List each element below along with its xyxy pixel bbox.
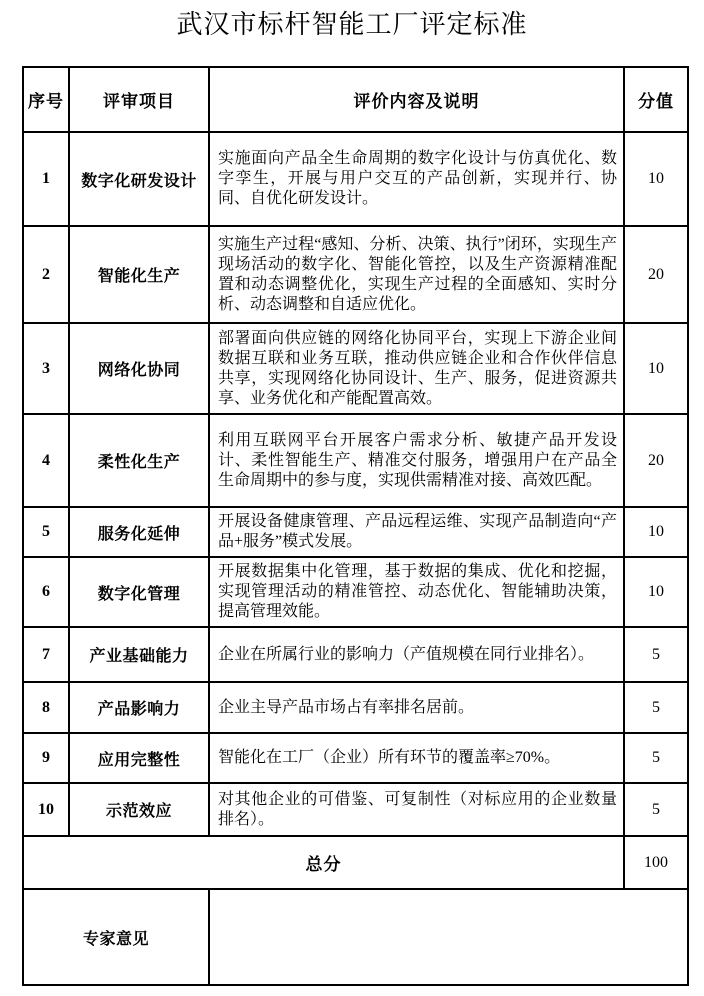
row-content: 部署面向供应链的网络化协同平台，实现上下游企业间数据互联和业务互联，推动供应链企业和合作伙伴信息共享，实现网络化协同设计、生产、服务，促进资源共享、业务优化和产能配置高效。	[209, 323, 624, 414]
row-score: 5	[624, 682, 688, 733]
table-row	[23, 507, 688, 557]
header-no: 序号	[23, 67, 69, 132]
row-content: 开展设备健康管理、产品远程运维、实现产品制造向“产品+服务”模式发展。	[209, 507, 624, 557]
row-score: 20	[624, 226, 688, 323]
total-row	[23, 836, 688, 889]
row-item: 柔性化生产	[69, 414, 209, 507]
row-score: 10	[624, 132, 688, 226]
row-item: 服务化延伸	[69, 507, 209, 557]
row-no: 6	[23, 557, 69, 627]
row-score: 5	[624, 627, 688, 682]
row-item: 数字化研发设计	[69, 132, 209, 226]
table-row	[23, 132, 688, 226]
table-row	[23, 414, 688, 507]
table-header-row	[23, 67, 688, 132]
table-row	[23, 783, 688, 836]
row-no: 10	[23, 783, 69, 836]
row-score: 5	[624, 733, 688, 783]
row-no: 2	[23, 226, 69, 323]
row-item: 数字化管理	[69, 557, 209, 627]
expert-opinion-label: 专家意见	[23, 889, 209, 985]
header-content: 评价内容及说明	[209, 67, 624, 132]
table-row	[23, 323, 688, 414]
row-content: 利用互联网平台开展客户需求分析、敏捷产品开发设计、柔性智能生产、精准交付服务，增强用户在产品全生命周期中的参与度，实现供需精准对接、高效匹配。	[209, 414, 624, 507]
expert-opinion-blank-area	[209, 889, 688, 985]
row-no: 9	[23, 733, 69, 783]
row-content: 开展数据集中化管理，基于数据的集成、优化和挖掘，实现管理活动的精准管控、动态优化、智能辅助决策，提高管理效能。	[209, 557, 624, 627]
row-item: 产品影响力	[69, 682, 209, 733]
row-content: 企业主导产品市场占有率排名居前。	[209, 682, 624, 733]
row-score: 10	[624, 507, 688, 557]
row-item: 智能化生产	[69, 226, 209, 323]
table-row	[23, 682, 688, 733]
row-no: 7	[23, 627, 69, 682]
row-no: 5	[23, 507, 69, 557]
row-no: 8	[23, 682, 69, 733]
total-score: 100	[624, 836, 688, 889]
row-no: 4	[23, 414, 69, 507]
evaluation-criteria-table	[22, 66, 689, 986]
row-no: 3	[23, 323, 69, 414]
row-content: 对其他企业的可借鉴、可复制性（对标应用的企业数量排名）。	[209, 783, 624, 836]
header-score: 分值	[624, 67, 688, 132]
table-row	[23, 226, 688, 323]
row-item: 产业基础能力	[69, 627, 209, 682]
expert-opinion-row	[23, 889, 688, 985]
row-score: 10	[624, 323, 688, 414]
row-score: 10	[624, 557, 688, 627]
row-item: 网络化协同	[69, 323, 209, 414]
table-row	[23, 627, 688, 682]
row-content: 实施生产过程“感知、分析、决策、执行”闭环，实现生产现场活动的数字化、智能化管控，以及生产资源精准配置和动态调整优化，实现生产过程的全面感知、实时分析、动态调整和自适应优化。	[209, 226, 624, 323]
row-content: 智能化在工厂（企业）所有环节的覆盖率≥70%。	[209, 733, 624, 783]
row-content: 企业在所属行业的影响力（产值规模在同行业排名）。	[209, 627, 624, 682]
total-label: 总分	[23, 836, 624, 889]
table-row	[23, 733, 688, 783]
row-content: 实施面向产品全生命周期的数字化设计与仿真优化、数字孪生，开展与用户交互的产品创新，实现并行、协同、自优化研发设计。	[209, 132, 624, 226]
row-item: 应用完整性	[69, 733, 209, 783]
row-item: 示范效应	[69, 783, 209, 836]
row-no: 1	[23, 132, 69, 226]
row-score: 20	[624, 414, 688, 507]
header-item: 评审项目	[69, 67, 209, 132]
row-score: 5	[624, 783, 688, 836]
table-row	[23, 557, 688, 627]
page-title: 武汉市标杆智能工厂评定标准	[176, 10, 528, 39]
